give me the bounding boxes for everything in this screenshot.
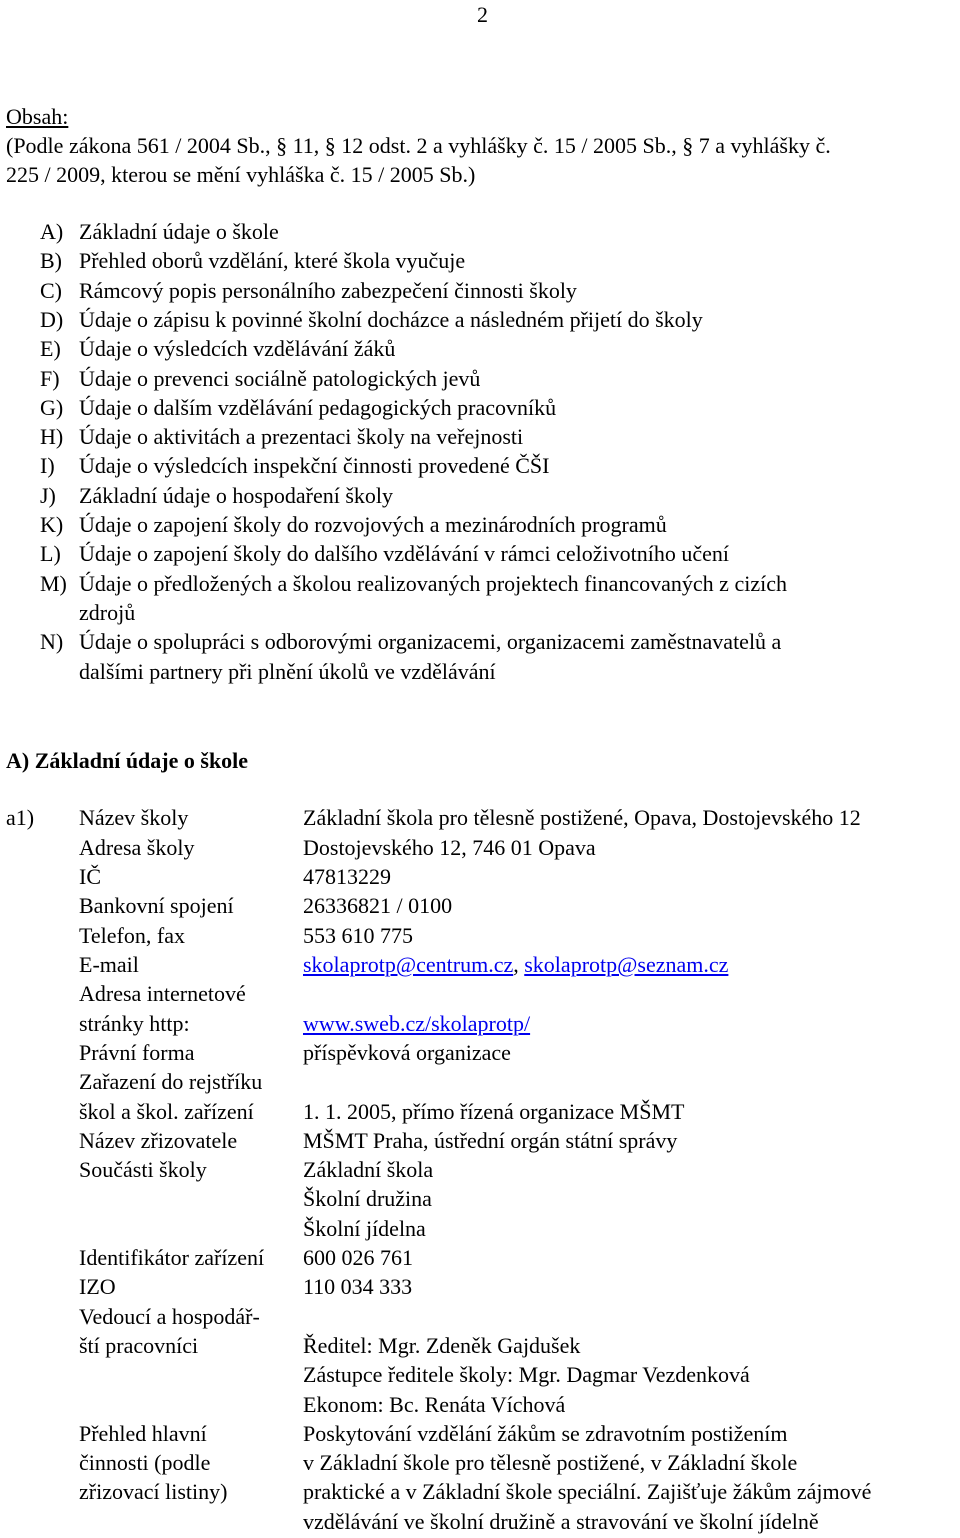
bank-value: 26336821 / 0100 bbox=[303, 893, 453, 918]
register-label-line-2: škol a škol. zařízení bbox=[79, 1099, 254, 1124]
contents-item-letter: B) bbox=[40, 248, 62, 273]
activity-text-line: praktické a v Základní škole speciální. Zajišťuje žákům zájmové bbox=[303, 1479, 872, 1504]
website-link[interactable]: www.sweb.cz/skolaprotp/ bbox=[303, 1011, 531, 1036]
contents-item-letter: E) bbox=[40, 336, 61, 361]
phone-value: 553 610 775 bbox=[303, 923, 413, 948]
contents-item-text: Údaje o prevenci sociálně patologických jevů bbox=[79, 366, 481, 391]
ic-label: IČ bbox=[79, 864, 101, 889]
izo-value: 110 034 333 bbox=[303, 1274, 413, 1299]
contents-item-text: Údaje o dalším vzdělávání pedagogických pracovníků bbox=[79, 395, 557, 420]
school-part: Školní jídelna bbox=[303, 1216, 426, 1241]
contents-item-text: Rámcový popis personálního zabezpečení činnosti školy bbox=[79, 278, 577, 303]
subsection-a1-label: a1) bbox=[6, 805, 35, 830]
contents-item-text: Přehled oborů vzdělání, které škola vyučuje bbox=[79, 248, 466, 273]
contents-item-letter: J) bbox=[40, 483, 56, 508]
contents-item-text: Údaje o zapojení školy do dalšího vzdělávání v rámci celoživotního učení bbox=[79, 541, 730, 566]
contents-item-text: Údaje o aktivitách a prezentaci školy na veřejnosti bbox=[79, 424, 524, 449]
legal-form-label: Právní forma bbox=[79, 1040, 195, 1065]
staff-member: Ekonom: Bc. Renáta Víchová bbox=[303, 1392, 566, 1417]
email-separator: , bbox=[513, 952, 525, 977]
staff-member: Zástupce ředitele školy: Mgr. Dagmar Vezdenková bbox=[303, 1362, 750, 1387]
email-value bbox=[303, 950, 728, 979]
contents-item-text: Údaje o předložených a školou realizovaných projektech financovaných z cizích bbox=[79, 571, 787, 596]
section-a-heading: A) Základní údaje o škole bbox=[6, 748, 249, 773]
page-number: 2 bbox=[477, 2, 488, 27]
contents-item-letter: C) bbox=[40, 278, 62, 303]
activity-label-line: činnosti (podle bbox=[79, 1450, 211, 1475]
activity-text-line: vzdělávání ve školní družině a stravování ve školní jídelně bbox=[303, 1509, 819, 1534]
contents-item-letter: A) bbox=[40, 219, 64, 244]
contents-item-text: zdrojů bbox=[79, 600, 136, 625]
legal-form-value: příspěvková organizace bbox=[303, 1040, 511, 1065]
identifier-label: Identifikátor zařízení bbox=[79, 1245, 265, 1270]
contents-item-letter: D) bbox=[40, 307, 64, 332]
contents-item-text: Údaje o výsledcích inspekční činnosti provedené ČŠI bbox=[79, 453, 550, 478]
bank-label: Bankovní spojení bbox=[79, 893, 234, 918]
izo-label: IZO bbox=[79, 1274, 116, 1299]
school-part: Školní družina bbox=[303, 1186, 432, 1211]
school-address-value: Dostojevského 12, 746 01 Opava bbox=[303, 835, 596, 860]
staff-label-line-2: ští pracovníci bbox=[79, 1333, 199, 1358]
contents-item-text: Údaje o zápisu k povinné školní docházce a následném přijetí do školy bbox=[79, 307, 703, 332]
contents-item-text: dalšími partnery při plnění úkolů ve vzdělávání bbox=[79, 659, 496, 684]
contents-item-letter: F) bbox=[40, 366, 60, 391]
founder-value: MŠMT Praha, ústřední orgán státní správy bbox=[303, 1128, 678, 1153]
contents-item-letter: N) bbox=[40, 629, 64, 654]
identifier-value: 600 026 761 bbox=[303, 1245, 413, 1270]
school-parts-label: Součásti školy bbox=[79, 1157, 207, 1182]
email-link-seznam[interactable]: skolaprotp@seznam.cz bbox=[524, 952, 729, 977]
website-label-line-1: Adresa internetové bbox=[79, 981, 246, 1006]
activity-text-line: v Základní škole pro tělesně postižené, v Základní škole bbox=[303, 1450, 798, 1475]
school-address-label: Adresa školy bbox=[79, 835, 195, 860]
activity-label-line: zřizovací listiny) bbox=[79, 1479, 228, 1504]
email-link-centrum[interactable]: skolaprotp@centrum.cz bbox=[303, 952, 514, 977]
phone-label: Telefon, fax bbox=[79, 923, 185, 948]
activity-text-line: Poskytování vzdělání žákům se zdravotním postižením bbox=[303, 1421, 788, 1446]
staff-member: Ředitel: Mgr. Zdeněk Gajdušek bbox=[303, 1333, 581, 1358]
website-label-line-2: stránky http: bbox=[79, 1011, 190, 1036]
ic-value: 47813229 bbox=[303, 864, 391, 889]
contents-item-text: Základní údaje o hospodaření školy bbox=[79, 483, 394, 508]
contents-item-letter: G) bbox=[40, 395, 64, 420]
contents-intro-line-1: (Podle zákona 561 / 2004 Sb., § 11, § 12 odst. 2 a vyhlášky č. 15 / 2005 Sb., § 7 a vyhlášky č. bbox=[6, 133, 831, 158]
register-value: 1. 1. 2005, přímo řízená organizace MŠMT bbox=[303, 1099, 685, 1124]
founder-label: Název zřizovatele bbox=[79, 1128, 238, 1153]
website-value bbox=[303, 1009, 530, 1038]
school-part: Základní škola bbox=[303, 1157, 434, 1182]
contents-item-letter: L) bbox=[40, 541, 61, 566]
contents-title: Obsah: bbox=[6, 104, 69, 129]
contents-item-text: Údaje o zapojení školy do rozvojových a mezinárodních programů bbox=[79, 512, 667, 537]
school-name-label: Název školy bbox=[79, 805, 189, 830]
contents-item-letter: K) bbox=[40, 512, 64, 537]
contents-item-text: Základní údaje o škole bbox=[79, 219, 279, 244]
school-name-value: Základní škola pro tělesně postižené, Opava, Dostojevského 12 bbox=[303, 805, 861, 830]
activity-label-line: Přehled hlavní bbox=[79, 1421, 207, 1446]
contents-item-letter: I) bbox=[40, 453, 55, 478]
contents-item-letter: H) bbox=[40, 424, 64, 449]
contents-item-text: Údaje o výsledcích vzdělávání žáků bbox=[79, 336, 396, 361]
contents-item-letter: M) bbox=[40, 571, 67, 596]
contents-intro-line-2: 225 / 2009, kterou se mění vyhláška č. 15 / 2005 Sb.) bbox=[6, 162, 476, 187]
staff-label-line-1: Vedoucí a hospodář- bbox=[79, 1304, 260, 1329]
contents-item-text: Údaje o spolupráci s odborovými organizacemi, organizacemi zaměstnavatelů a bbox=[79, 629, 782, 654]
register-label-line-1: Zařazení do rejstříku bbox=[79, 1069, 263, 1094]
email-label: E-mail bbox=[79, 952, 139, 977]
